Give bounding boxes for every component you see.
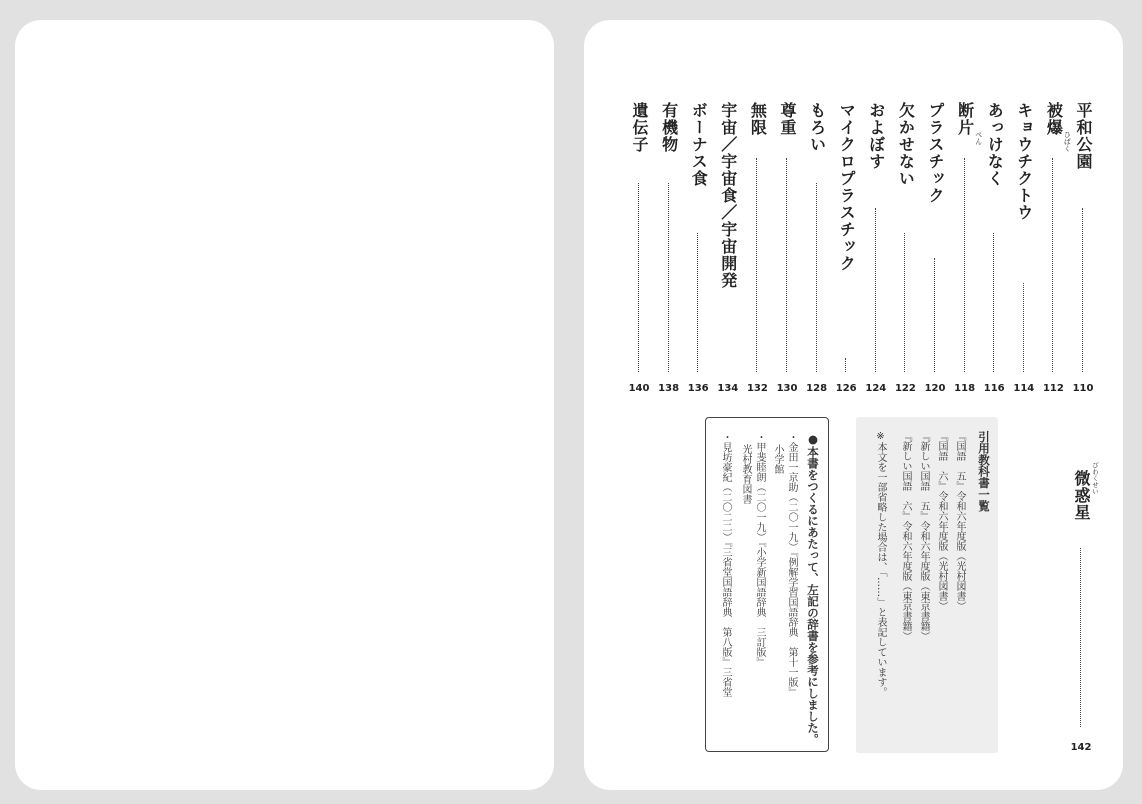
toc-leader-dots: [786, 158, 787, 372]
toc-entry-ruby: びわくせい: [1091, 462, 1099, 495]
reference-dictionaries-box: [705, 417, 829, 752]
toc-entry[interactable]: [1041, 102, 1072, 394]
toc-page-number: 112: [1042, 383, 1064, 394]
textbook-list-box: [856, 417, 998, 753]
toc-entry[interactable]: [745, 102, 769, 394]
toc-leader-dots: [756, 158, 757, 372]
toc-entry-title: およぼす: [866, 102, 886, 170]
toc-leader-dots: [1023, 283, 1024, 372]
toc-leader-dots: [697, 233, 698, 372]
toc-entry-title: マイクロプラスチック: [837, 102, 857, 272]
toc-entry-title: 断片: [955, 102, 975, 136]
toc-entry[interactable]: [657, 102, 681, 394]
left-page-blank: [15, 20, 554, 790]
textbook-note: ※本文を一部省略した場合は、「……」と表記しています。: [875, 431, 886, 697]
toc-page-number: 138: [658, 383, 680, 394]
toc-leader-dots: [904, 233, 905, 372]
toc-page-number: 118: [954, 383, 976, 394]
textbook-item: 『国語 六』令和六年度版（光村図書）: [936, 431, 947, 611]
toc-entry-title: プラスチック: [926, 102, 945, 204]
toc-leader-dots: [1080, 548, 1081, 727]
toc-page-number: 110: [1072, 383, 1094, 394]
toc-entry-title: 被爆: [1044, 102, 1064, 136]
toc-entry[interactable]: [775, 102, 799, 394]
toc-entry[interactable]: [834, 102, 858, 394]
toc-entry-title: キョウチクトウ: [1014, 102, 1034, 221]
toc-leader-dots: [993, 233, 994, 372]
toc-entry-title: 宇宙／宇宙食／宇宙開発: [718, 102, 738, 289]
toc-page-number: 126: [835, 383, 857, 394]
reference-item-publisher: 光村教育図書: [740, 444, 751, 504]
toc-entry[interactable]: [686, 102, 710, 394]
toc-page-number: 132: [746, 383, 768, 394]
toc-page-number: 122: [894, 383, 916, 394]
toc-entry-title: 平和公園: [1074, 102, 1093, 170]
toc-page-number: 124: [865, 383, 887, 394]
toc-entry[interactable]: [805, 102, 829, 394]
toc-entry-ruby: ぺん: [974, 131, 983, 145]
toc-entry-last[interactable]: [1069, 462, 1099, 753]
toc-leader-dots: [1082, 208, 1083, 372]
toc-entry-title: 尊重: [778, 102, 797, 136]
textbook-list-heading: 引用教科書一覧: [977, 431, 991, 512]
toc-leader-dots: [964, 158, 965, 372]
toc-entry-ruby: ひばく: [1063, 131, 1072, 152]
toc-page-number: 128: [806, 383, 828, 394]
toc-page-number: 120: [924, 383, 946, 394]
toc-page-number: 136: [687, 383, 709, 394]
toc-page-number: 130: [776, 383, 798, 394]
toc-leader-dots: [845, 358, 846, 372]
toc-page-number: 116: [983, 383, 1005, 394]
toc-leader-dots: [638, 183, 639, 372]
textbook-item: 『国語 五』令和六年度版（光村図書）: [954, 431, 965, 611]
toc-entry-title: 遺伝子: [630, 102, 649, 153]
textbook-item: 『新しい国語 六』令和六年度版（東京書籍）: [900, 431, 911, 641]
toc-entry[interactable]: [923, 102, 947, 394]
reference-item: ・見坊豪紀（二〇二二）『三省堂国語辞典 第八版』三省堂: [720, 432, 731, 697]
reference-item: ・金田一京助（二〇一九）『例解学習国語辞典 第十一版』: [786, 432, 797, 697]
toc-leader-dots: [875, 208, 876, 372]
toc-entry-title: あっけなく: [985, 102, 1005, 187]
reference-item: ・甲斐睦朗（二〇一九）『小学新国語辞典 三訂版』: [754, 432, 765, 667]
toc-entry[interactable]: [953, 102, 983, 394]
toc-page-number: 142: [1070, 742, 1092, 753]
toc-entry-title: 欠かせない: [896, 102, 916, 187]
toc-leader-dots: [816, 183, 817, 372]
toc-page-number: 134: [717, 383, 739, 394]
toc-leader-dots: [668, 183, 669, 372]
toc-entry-title: ボーナス食: [689, 102, 709, 187]
toc-entry[interactable]: [716, 102, 740, 394]
toc-leader-dots: [934, 258, 935, 372]
toc-entry-title: 微惑星: [1072, 470, 1091, 521]
textbook-item: 『新しい国語 五』令和六年度版（東京書籍）: [918, 431, 929, 641]
toc-entry-title: もろい: [807, 102, 827, 153]
reference-heading: ●本書をつくるにあたって、左記の辞書を参考にしました。: [806, 432, 820, 745]
toc-entry[interactable]: [1012, 102, 1036, 394]
toc-page-number: 140: [628, 383, 650, 394]
toc-entry-title: 有機物: [659, 102, 679, 153]
toc-leader-dots: [1052, 158, 1053, 372]
right-page: [584, 20, 1123, 790]
toc-entry[interactable]: [893, 102, 917, 394]
toc-entry[interactable]: [627, 102, 651, 394]
toc-entry[interactable]: [982, 102, 1006, 394]
toc-entry[interactable]: [1071, 102, 1095, 394]
reference-item-publisher: 小学館: [772, 444, 783, 474]
toc-entry-title: 無限: [748, 102, 768, 136]
toc-entry[interactable]: [864, 102, 888, 394]
toc-page-number: 114: [1013, 383, 1035, 394]
